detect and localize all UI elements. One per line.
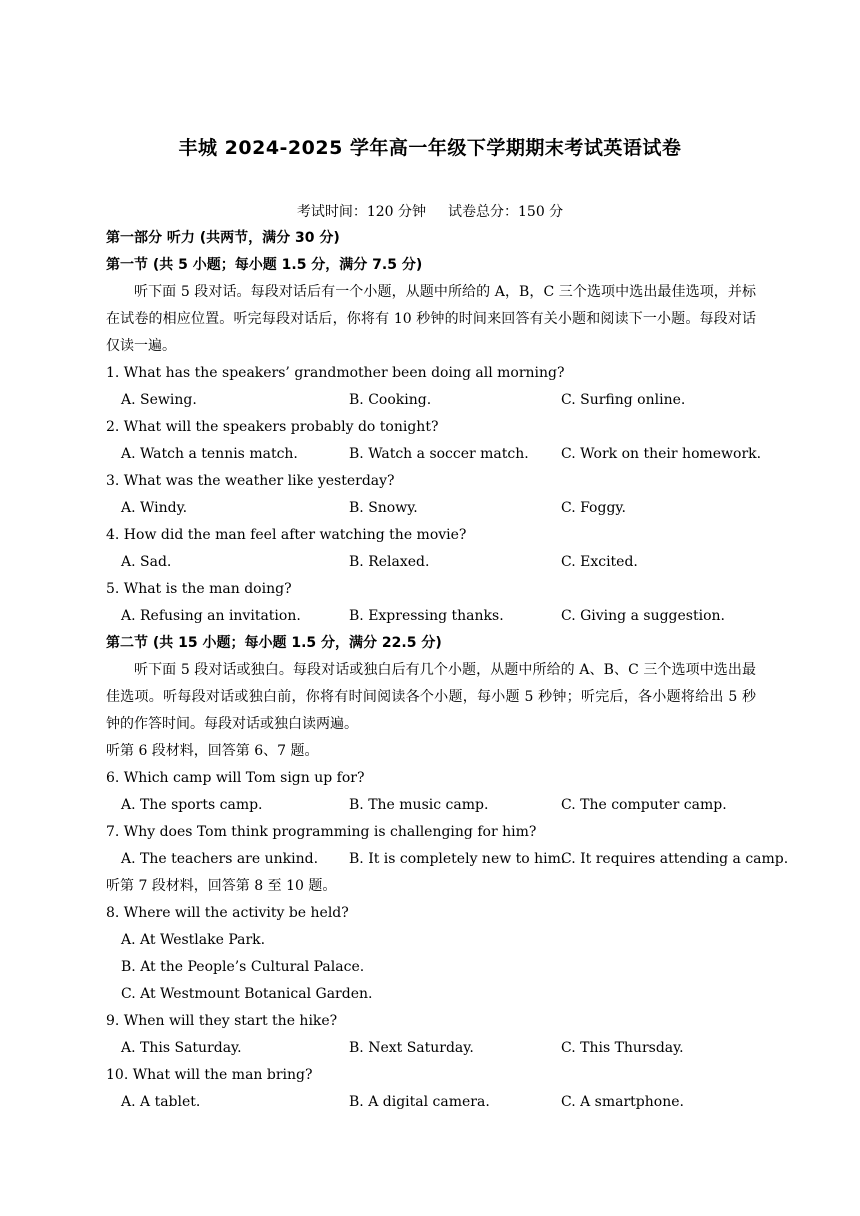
option-row (106, 846, 789, 873)
exam-title: 丰城 2024-2025 学年高一年级下学期期末考试英语试卷 (178, 137, 682, 159)
option-row (106, 603, 756, 630)
option-c: C. Work on their homework. (561, 446, 762, 462)
option-c: C. Excited. (561, 554, 638, 570)
option-row (106, 495, 756, 522)
option-b: B. Watch a soccer match. (349, 446, 529, 462)
option-a: A. Windy. (121, 500, 188, 516)
option-c: C. Giving a suggestion. (561, 608, 725, 624)
option-c: C. At Westmount Botanical Garden. (121, 986, 373, 1002)
question-stem: 4. How did the man feel after watching the movie? (106, 527, 467, 543)
question-stem: 10. What will the man bring? (106, 1067, 313, 1083)
option-b: B. Cooking. (349, 392, 432, 408)
option-a: A. Refusing an invitation. (121, 608, 301, 624)
option-c: C. A smartphone. (561, 1094, 684, 1110)
option-b: B. The music camp. (349, 797, 489, 813)
question-stem: 2. What will the speakers probably do tonight? (106, 419, 439, 435)
option-a: A. Sewing. (121, 392, 197, 408)
option-row (106, 792, 756, 819)
option-c: C. This Thursday. (561, 1040, 684, 1056)
question-stem: 9. When will they start the hike? (106, 1013, 338, 1029)
option-b: B. Relaxed. (349, 554, 430, 570)
exam-meta (0, 201, 860, 221)
option-c: C. It requires attending a camp. (561, 851, 789, 867)
exam-time: 考试时间：120 分钟 (296, 204, 426, 220)
section-heading: 第一节 (共 5 小题；每小题 1.5 分，满分 7.5 分) (106, 257, 423, 273)
option-a: A. Sad. (121, 554, 172, 570)
material-note: 听第 6 段材料，回答第 6、7 题。 (106, 743, 319, 759)
option-b: B. Expressing thanks. (349, 608, 504, 624)
option-b: B. At the People’s Cultural Palace. (121, 959, 365, 975)
question-stem: 6. Which camp will Tom sign up for? (106, 770, 365, 786)
part-heading: 第一部分 听力 (共两节，满分 30 分) (106, 230, 340, 246)
section-instructions: 听下面 5 段对话或独白。每段对话或独白后有几个小题，从题中所给的 A、B、C 三个选项中选出最佳选项。听每段对话或独白前，你将有时间阅读各个小题，每小题 5 秒钟；听完后，各小题将给出 5 秒钟的作答时间。每段对话或独白读两遍。 (106, 662, 756, 732)
section-instructions: 听下面 5 段对话。每段对话后有一个小题，从题中所给的 A，B，C 三个选项中选出最佳选项，并标在试卷的相应位置。听完每段对话后，你将有 10 秒钟的时间来回答有关小题和阅读下一小题。每段对话仅读一遍。 (106, 284, 756, 354)
option-a: A. At Westlake Park. (121, 932, 266, 948)
option-row (106, 1089, 756, 1116)
option-a: A. The teachers are unkind. (121, 851, 319, 867)
question-stem: 3. What was the weather like yesterday? (106, 473, 395, 489)
exam-content (106, 225, 789, 1116)
option-a: A. A tablet. (121, 1094, 201, 1110)
option-b: B. Next Saturday. (349, 1040, 474, 1056)
question-stem: 5. What is the man doing? (106, 581, 292, 597)
option-b: B. Snowy. (349, 500, 418, 516)
option-c: C. The computer camp. (561, 797, 727, 813)
option-row (106, 387, 756, 414)
option-c: C. Surfing online. (561, 392, 686, 408)
question-stem: 8. Where will the activity be held? (106, 905, 349, 921)
option-b: B. A digital camera. (349, 1094, 490, 1110)
material-note: 听第 7 段材料，回答第 8 至 10 题。 (106, 878, 337, 894)
total-score: 试卷总分：150 分 (448, 204, 564, 220)
option-c: C. Foggy. (561, 500, 626, 516)
option-a: A. Watch a tennis match. (121, 446, 298, 462)
section-heading: 第二节 (共 15 小题；每小题 1.5 分，满分 22.5 分) (106, 635, 442, 651)
option-a: A. This Saturday. (121, 1040, 242, 1056)
option-row (106, 549, 756, 576)
question-stem: 7. Why does Tom think programming is challenging for him? (106, 824, 537, 840)
question-stem: 1. What has the speakers’ grandmother been doing all morning? (106, 365, 565, 381)
option-b: B. It is completely new to him. (349, 851, 566, 867)
option-row (106, 441, 762, 468)
option-row (106, 1035, 756, 1062)
option-a: A. The sports camp. (121, 797, 263, 813)
